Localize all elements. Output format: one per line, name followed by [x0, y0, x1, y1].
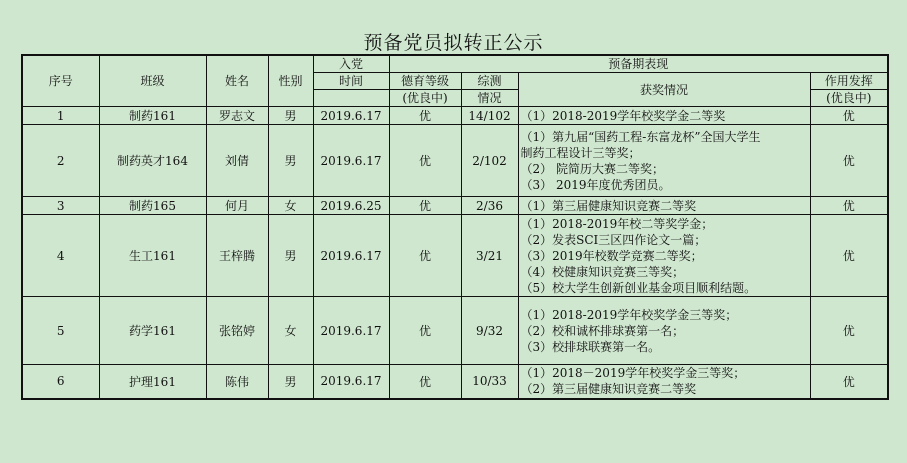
cell-join-date: 2019.6.17 [313, 365, 389, 399]
cell-seq: 5 [22, 297, 99, 365]
cell-name: 张铭婷 [206, 297, 268, 365]
cell-role-grade: 优 [810, 215, 888, 297]
publicity-table [21, 54, 889, 400]
award-line: （1）2018－2019学年校奖学金三等奖； [520, 366, 746, 381]
cell-name: 何月 [206, 197, 268, 215]
cell-class: 制药165 [99, 197, 206, 215]
award-line: （3）校排球联赛第一名。 [520, 339, 661, 354]
header-probation: 预备期表现 [389, 55, 888, 73]
cell-name: 刘倩 [206, 125, 268, 197]
cell-class: 生工161 [99, 215, 206, 297]
cell-gender: 男 [268, 107, 313, 125]
cell-join-date: 2019.6.17 [313, 297, 389, 365]
cell-name: 罗志文 [206, 107, 268, 125]
award-line: （2） 院简历大赛二等奖； [520, 161, 664, 176]
header-eval-bottom: 情况 [461, 90, 518, 107]
header-join-bottom: 时间 [313, 73, 389, 90]
award-line: （2）校和诚杯排球赛第一名； [520, 323, 685, 338]
cell-role-grade: 优 [810, 365, 888, 399]
cell-role-grade: 优 [810, 297, 888, 365]
table-row [22, 125, 888, 197]
cell-seq: 4 [22, 215, 99, 297]
cell-class: 药学161 [99, 297, 206, 365]
cell-join-date: 2019.6.17 [313, 107, 389, 125]
cell-moral-grade: 优 [389, 297, 461, 365]
header-gender: 性别 [268, 55, 313, 107]
award-line: （4）校健康知识竞赛三等奖； [520, 264, 685, 279]
cell-awards [518, 215, 810, 297]
award-line: （2）发表SCI三区四作论文一篇； [520, 232, 707, 247]
cell-seq: 1 [22, 107, 99, 125]
cell-moral-grade: 优 [389, 107, 461, 125]
cell-moral-grade: 优 [389, 365, 461, 399]
cell-gender: 女 [268, 297, 313, 365]
cell-gender: 女 [268, 197, 313, 215]
award-line: （3）2019年校数学竞赛二等奖； [520, 248, 703, 263]
page-title: 预备党员拟转正公示 [363, 32, 544, 54]
award-line: （1）2018-2019学年校奖学金三等奖； [520, 307, 738, 322]
table-row [22, 215, 888, 297]
table-row [22, 107, 888, 125]
header-moral-bottom: (优良中) [389, 90, 461, 107]
cell-eval-rank: 9/32 [461, 297, 518, 365]
header-join-blank [313, 90, 389, 107]
header-name: 姓名 [206, 55, 268, 107]
cell-moral-grade: 优 [389, 125, 461, 197]
cell-awards [518, 107, 810, 125]
cell-awards [518, 197, 810, 215]
cell-seq: 2 [22, 125, 99, 197]
award-line: （1）第三届健康知识竞赛二等奖 [520, 198, 697, 213]
award-line: （1）2018-2019年校二等奖学金； [520, 216, 714, 231]
award-line: （5）校大学生创新创业基金项目顺利结题。 [520, 280, 757, 295]
table-row [22, 297, 888, 365]
table-row [22, 365, 888, 399]
cell-eval-rank: 3/21 [461, 215, 518, 297]
award-line: （2）第三届健康知识竞赛二等奖 [520, 382, 697, 397]
cell-eval-rank: 10/33 [461, 365, 518, 399]
cell-seq: 6 [22, 365, 99, 399]
cell-eval-rank: 2/36 [461, 197, 518, 215]
header-role-bottom: (优良中) [810, 90, 888, 107]
header-eval-top: 综测 [461, 73, 518, 90]
header-seq: 序号 [22, 55, 99, 107]
cell-role-grade: 优 [810, 125, 888, 197]
cell-role-grade: 优 [810, 197, 888, 215]
award-line: （3） 2019年度优秀团员。 [520, 177, 671, 192]
cell-role-grade: 优 [810, 107, 888, 125]
cell-awards [518, 365, 810, 399]
header-class: 班级 [99, 55, 206, 107]
cell-class: 制药161 [99, 107, 206, 125]
award-line: 制药工程设计三等奖； [520, 145, 641, 160]
cell-class: 制药英才164 [99, 125, 206, 197]
cell-name: 陈伟 [206, 365, 268, 399]
cell-eval-rank: 14/102 [461, 107, 518, 125]
header-role-top: 作用发挥 [810, 73, 888, 90]
header-join-top: 入党 [313, 55, 389, 73]
cell-name: 王梓腾 [206, 215, 268, 297]
award-line: （1）2018-2019学年校奖学金二等奖 [520, 108, 726, 123]
award-line: （1）第九届“国药工程-东富龙杯”全国大学生 [520, 129, 761, 144]
cell-class: 护理161 [99, 365, 206, 399]
cell-moral-grade: 优 [389, 215, 461, 297]
header-awards: 获奖情况 [518, 73, 810, 107]
cell-gender: 男 [268, 215, 313, 297]
header-moral-top: 德育等级 [389, 73, 461, 90]
cell-join-date: 2019.6.25 [313, 197, 389, 215]
cell-eval-rank: 2/102 [461, 125, 518, 197]
cell-moral-grade: 优 [389, 197, 461, 215]
table-row [22, 197, 888, 215]
cell-join-date: 2019.6.17 [313, 215, 389, 297]
cell-gender: 男 [268, 125, 313, 197]
cell-gender: 男 [268, 365, 313, 399]
cell-join-date: 2019.6.17 [313, 125, 389, 197]
cell-seq: 3 [22, 197, 99, 215]
cell-awards [518, 125, 810, 197]
header-row-1 [22, 55, 888, 73]
cell-awards [518, 297, 810, 365]
